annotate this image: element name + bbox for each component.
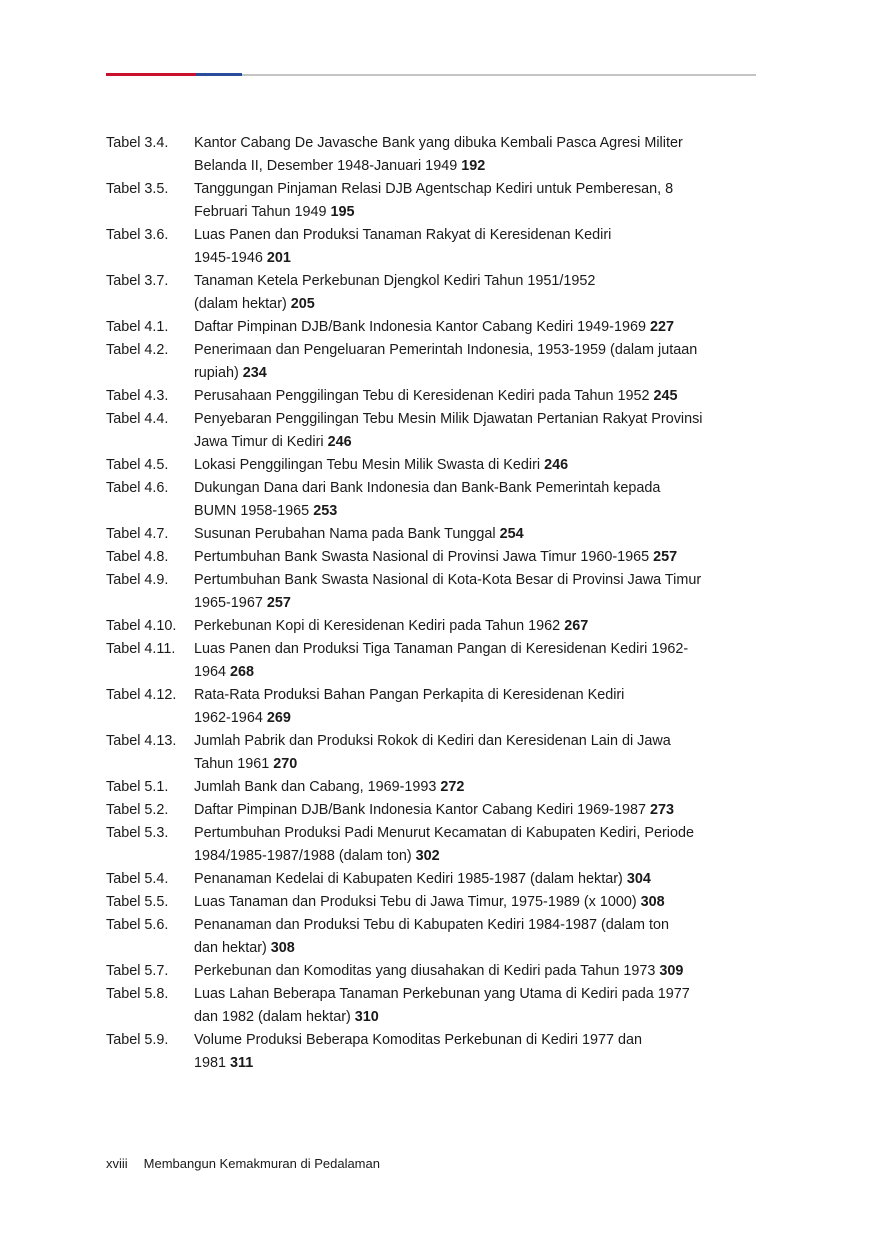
table-title bbox=[194, 569, 758, 615]
page-ref[interactable]: 269 bbox=[266, 710, 291, 726]
table-title-text: Penerimaan dan Pengeluaran Pemerintah Indonesia, 1953-1959 (dalam jutaan bbox=[194, 342, 698, 358]
table-number: Tabel 4.8. bbox=[106, 549, 169, 565]
header-rule-blue bbox=[196, 73, 242, 76]
table-entry[interactable] bbox=[106, 385, 758, 408]
table-title-text: Perkebunan dan Komoditas yang diusahakan di Kediri pada Tahun 1973 bbox=[194, 963, 656, 979]
table-title-text: dan 1982 (dalam hektar) bbox=[194, 1009, 351, 1025]
table-entry[interactable] bbox=[106, 615, 758, 638]
table-title-text: Luas Panen dan Produksi Tiga Tanaman Pangan di Keresidenan Kediri 1962- bbox=[194, 641, 689, 657]
page-ref[interactable]: 268 bbox=[230, 664, 255, 680]
table-title bbox=[194, 454, 758, 477]
table-title-text: Pertumbuhan Produksi Padi Menurut Kecamatan di Kabupaten Kediri, Periode bbox=[194, 825, 694, 841]
table-title-text: Pertumbuhan Bank Swasta Nasional di Provinsi Jawa Timur 1960-1965 bbox=[194, 549, 650, 565]
table-title bbox=[194, 730, 758, 776]
table-title-text: Volume Produksi Beberapa Komoditas Perkebunan di Kediri 1977 dan bbox=[194, 1032, 642, 1048]
table-entry[interactable] bbox=[106, 799, 758, 822]
table-title-line bbox=[194, 408, 758, 431]
table-number: Tabel 3.7. bbox=[106, 273, 169, 289]
table-entry[interactable] bbox=[106, 224, 758, 270]
table-title-line bbox=[194, 776, 758, 799]
table-title-text: 1965-1967 bbox=[194, 595, 263, 611]
table-entry[interactable] bbox=[106, 776, 758, 799]
table-title-line bbox=[194, 224, 758, 247]
table-entry[interactable] bbox=[106, 983, 758, 1029]
table-number: Tabel 4.11. bbox=[106, 641, 176, 657]
table-title-line bbox=[194, 155, 758, 178]
table-title bbox=[194, 408, 758, 454]
table-number: Tabel 5.6. bbox=[106, 917, 169, 933]
page-ref[interactable]: 308 bbox=[640, 894, 665, 910]
table-title-text: Daftar Pimpinan DJB/Bank Indonesia Kantor Cabang Kediri 1969-1987 bbox=[194, 802, 646, 818]
table-title-line bbox=[194, 753, 758, 776]
page-ref[interactable]: 273 bbox=[649, 802, 674, 818]
table-number: Tabel 4.6. bbox=[106, 480, 169, 496]
table-title bbox=[194, 799, 758, 822]
table-number: Tabel 5.5. bbox=[106, 894, 169, 910]
table-title bbox=[194, 316, 758, 339]
table-title-text: Lokasi Penggilingan Tebu Mesin Milik Swasta di Kediri bbox=[194, 457, 541, 473]
table-title-line bbox=[194, 569, 758, 592]
table-title bbox=[194, 776, 758, 799]
table-title bbox=[194, 868, 758, 891]
table-title-text: Susunan Perubahan Nama pada Bank Tunggal bbox=[194, 526, 496, 542]
table-title-line bbox=[194, 891, 758, 914]
table-title-text: Perusahaan Penggilingan Tebu di Keresidenan Kediri pada Tahun 1952 bbox=[194, 388, 650, 404]
page-ref[interactable]: 270 bbox=[273, 756, 298, 772]
table-title-line bbox=[194, 960, 758, 983]
table-title-line bbox=[194, 1006, 758, 1029]
table-title bbox=[194, 224, 758, 270]
page-ref[interactable]: 267 bbox=[564, 618, 589, 634]
table-title-line bbox=[194, 638, 758, 661]
table-title-line bbox=[194, 546, 758, 569]
table-title-line bbox=[194, 730, 758, 753]
table-number: Tabel 4.3. bbox=[106, 388, 169, 404]
table-title-text: Tanaman Ketela Perkebunan Djengkol Kediri Tahun 1951/1952 bbox=[194, 273, 596, 289]
table-title-text: Perkebunan Kopi di Keresidenan Kediri pada Tahun 1962 bbox=[194, 618, 561, 634]
table-entry[interactable] bbox=[106, 730, 758, 776]
table-number: Tabel 4.4. bbox=[106, 411, 169, 427]
table-title-line bbox=[194, 270, 758, 293]
table-title-text: Luas Lahan Beberapa Tanaman Perkebunan yang Utama di Kediri pada 1977 bbox=[194, 986, 690, 1002]
table-title-line bbox=[194, 661, 758, 684]
table-title-text: Februari Tahun 1949 bbox=[194, 204, 327, 220]
page-ref[interactable]: 302 bbox=[415, 848, 440, 864]
table-entry[interactable] bbox=[106, 684, 758, 730]
table-title-line bbox=[194, 1052, 758, 1075]
table-number: Tabel 4.13. bbox=[106, 733, 177, 749]
table-title-text: Jawa Timur di Kediri bbox=[194, 434, 324, 450]
table-number: Tabel 5.8. bbox=[106, 986, 169, 1002]
table-title-text: Jumlah Pabrik dan Produksi Rokok di Kediri dan Keresidenan Lain di Jawa bbox=[194, 733, 671, 749]
page-ref[interactable]: 234 bbox=[242, 365, 267, 381]
table-number: Tabel 4.5. bbox=[106, 457, 169, 473]
table-title-line bbox=[194, 1029, 758, 1052]
table-entry[interactable] bbox=[106, 914, 758, 960]
table-title-line bbox=[194, 799, 758, 822]
table-title bbox=[194, 339, 758, 385]
page-ref[interactable]: 201 bbox=[266, 250, 291, 266]
table-title-line bbox=[194, 684, 758, 707]
table-number: Tabel 5.2. bbox=[106, 802, 169, 818]
table-entry[interactable] bbox=[106, 178, 758, 224]
page-ref[interactable]: 246 bbox=[544, 457, 569, 473]
page-ref[interactable]: 192 bbox=[461, 158, 486, 174]
table-title-line bbox=[194, 247, 758, 270]
table-title-text: rupiah) bbox=[194, 365, 239, 381]
table-entry[interactable] bbox=[106, 638, 758, 684]
book-title: Membangun Kemakmuran di Pedalaman bbox=[143, 1156, 380, 1171]
page-ref[interactable]: 311 bbox=[230, 1055, 254, 1071]
table-title bbox=[194, 684, 758, 730]
table-title bbox=[194, 132, 758, 178]
table-title-text: Kantor Cabang De Javasche Bank yang dibuka Kembali Pasca Agresi Militer bbox=[194, 135, 683, 151]
table-title-line bbox=[194, 615, 758, 638]
table-title-text: 1964 bbox=[194, 664, 227, 680]
page-ref[interactable]: 304 bbox=[626, 871, 651, 887]
page-number: xviii bbox=[106, 1156, 128, 1171]
table-number: Tabel 4.10. bbox=[106, 618, 177, 634]
table-title bbox=[194, 385, 758, 408]
table-number: Tabel 3.6. bbox=[106, 227, 169, 243]
page-ref[interactable]: 310 bbox=[354, 1009, 379, 1025]
page-ref[interactable]: 227 bbox=[649, 319, 674, 335]
page-ref[interactable]: 246 bbox=[327, 434, 352, 450]
table-number: Tabel 5.4. bbox=[106, 871, 169, 887]
table-entry[interactable] bbox=[106, 546, 758, 569]
table-title-line bbox=[194, 914, 758, 937]
table-title-text: 1981 bbox=[194, 1055, 227, 1071]
table-title-text: Penyebaran Penggilingan Tebu Mesin Milik Djawatan Pertanian Rakyat Provinsi bbox=[194, 411, 703, 427]
table-entry[interactable] bbox=[106, 822, 758, 868]
table-entry[interactable] bbox=[106, 891, 758, 914]
table-number: Tabel 5.3. bbox=[106, 825, 169, 841]
table-list bbox=[106, 132, 758, 1075]
table-number: Tabel 4.9. bbox=[106, 572, 169, 588]
table-title bbox=[194, 891, 758, 914]
table-title-line bbox=[194, 178, 758, 201]
table-title-text: Dukungan Dana dari Bank Indonesia dan Bank-Bank Pemerintah kepada bbox=[194, 480, 661, 496]
page-footer bbox=[106, 1156, 380, 1171]
table-entry[interactable] bbox=[106, 270, 758, 316]
table-title-text: 1945-1946 bbox=[194, 250, 263, 266]
table-number: Tabel 3.5. bbox=[106, 181, 169, 197]
table-title-text: Luas Tanaman dan Produksi Tebu di Jawa Timur, 1975-1989 (x 1000) bbox=[194, 894, 637, 910]
table-title bbox=[194, 270, 758, 316]
table-title-text: Jumlah Bank dan Cabang, 1969-1993 bbox=[194, 779, 437, 795]
table-title-text: Tahun 1961 bbox=[194, 756, 270, 772]
table-title-text: Penanaman dan Produksi Tebu di Kabupaten Kediri 1984-1987 (dalam ton bbox=[194, 917, 669, 933]
table-title bbox=[194, 546, 758, 569]
table-title bbox=[194, 983, 758, 1029]
table-number: Tabel 4.12. bbox=[106, 687, 177, 703]
table-title bbox=[194, 914, 758, 960]
table-title-text: Belanda II, Desember 1948-Januari 1949 bbox=[194, 158, 458, 174]
table-entry[interactable] bbox=[106, 408, 758, 454]
table-title-line bbox=[194, 339, 758, 362]
table-title-line bbox=[194, 431, 758, 454]
table-title-line bbox=[194, 293, 758, 316]
page-ref[interactable]: 245 bbox=[653, 388, 678, 404]
table-title-line bbox=[194, 385, 758, 408]
table-number: Tabel 3.4. bbox=[106, 135, 169, 151]
header-rule-gray bbox=[242, 74, 756, 76]
table-title-text: 1984/1985-1987/1988 (dalam ton) bbox=[194, 848, 412, 864]
table-entry[interactable] bbox=[106, 477, 758, 523]
table-title-text: Rata-Rata Produksi Bahan Pangan Perkapita di Keresidenan Kediri bbox=[194, 687, 625, 703]
table-title-line bbox=[194, 362, 758, 385]
table-entry[interactable] bbox=[106, 523, 758, 546]
table-title-line bbox=[194, 132, 758, 155]
table-title-line bbox=[194, 937, 758, 960]
table-entry[interactable] bbox=[106, 1029, 758, 1075]
table-title-line bbox=[194, 983, 758, 1006]
page-ref[interactable]: 254 bbox=[499, 526, 524, 542]
table-title-text: (dalam hektar) bbox=[194, 296, 287, 312]
table-title-line bbox=[194, 822, 758, 845]
table-title-text: Daftar Pimpinan DJB/Bank Indonesia Kantor Cabang Kediri 1949-1969 bbox=[194, 319, 646, 335]
table-number: Tabel 5.1. bbox=[106, 779, 169, 795]
table-title-text: Tanggungan Pinjaman Relasi DJB Agentschap Kediri untuk Pemberesan, 8 bbox=[194, 181, 674, 197]
table-number: Tabel 4.1. bbox=[106, 319, 169, 335]
page-ref[interactable]: 195 bbox=[330, 204, 355, 220]
table-title bbox=[194, 615, 758, 638]
page-ref[interactable]: 257 bbox=[653, 549, 678, 565]
table-title bbox=[194, 477, 758, 523]
table-title bbox=[194, 960, 758, 983]
table-title-text: 1962-1964 bbox=[194, 710, 263, 726]
table-number: Tabel 5.7. bbox=[106, 963, 169, 979]
table-number: Tabel 4.7. bbox=[106, 526, 169, 542]
page-ref[interactable]: 253 bbox=[313, 503, 338, 519]
page-ref[interactable]: 308 bbox=[270, 940, 295, 956]
table-title-text: Luas Panen dan Produksi Tanaman Rakyat di Keresidenan Kediri bbox=[194, 227, 612, 243]
table-entry[interactable] bbox=[106, 454, 758, 477]
page-ref[interactable]: 309 bbox=[659, 963, 684, 979]
page-ref[interactable]: 205 bbox=[290, 296, 315, 312]
table-title-text: Pertumbuhan Bank Swasta Nasional di Kota-Kota Besar di Provinsi Jawa Timur bbox=[194, 572, 702, 588]
table-title-line bbox=[194, 707, 758, 730]
table-title-line bbox=[194, 477, 758, 500]
table-title-text: BUMN 1958-1965 bbox=[194, 503, 310, 519]
table-title-line bbox=[194, 201, 758, 224]
table-entry[interactable] bbox=[106, 316, 758, 339]
table-entry[interactable] bbox=[106, 868, 758, 891]
table-title bbox=[194, 523, 758, 546]
page-ref[interactable]: 257 bbox=[266, 595, 291, 611]
table-title bbox=[194, 1029, 758, 1075]
table-entry[interactable] bbox=[106, 132, 758, 178]
table-number: Tabel 4.2. bbox=[106, 342, 169, 358]
table-entry[interactable] bbox=[106, 569, 758, 615]
header-rule bbox=[106, 73, 756, 76]
table-number: Tabel 5.9. bbox=[106, 1032, 169, 1048]
page-ref[interactable]: 272 bbox=[440, 779, 465, 795]
table-title-line bbox=[194, 500, 758, 523]
table-title-text: Penanaman Kedelai di Kabupaten Kediri 1985-1987 (dalam hektar) bbox=[194, 871, 623, 887]
table-title-line bbox=[194, 845, 758, 868]
table-title-text: dan hektar) bbox=[194, 940, 267, 956]
table-title bbox=[194, 822, 758, 868]
table-title-line bbox=[194, 316, 758, 339]
header-rule-red bbox=[106, 73, 196, 76]
table-entry[interactable] bbox=[106, 339, 758, 385]
table-title-line bbox=[194, 523, 758, 546]
table-entry[interactable] bbox=[106, 960, 758, 983]
table-title bbox=[194, 638, 758, 684]
table-title-line bbox=[194, 454, 758, 477]
table-title-line bbox=[194, 868, 758, 891]
table-title bbox=[194, 178, 758, 224]
table-title-line bbox=[194, 592, 758, 615]
